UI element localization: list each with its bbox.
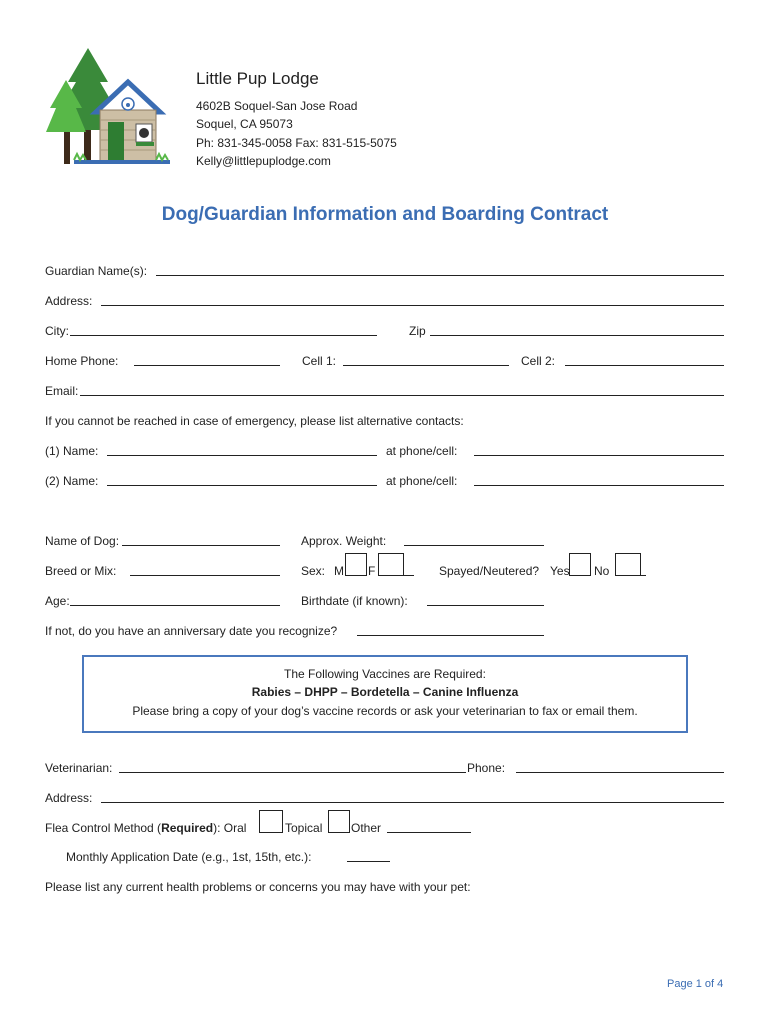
vet-field[interactable] [119, 772, 466, 773]
sex-f-label: F [368, 564, 376, 578]
home-phone-field[interactable] [134, 365, 280, 366]
breed-label: Breed or Mix: [45, 564, 117, 578]
spayed-yes-underline [569, 575, 591, 576]
org-address-line1: 4602B Soquel-San Jose Road [196, 99, 358, 113]
sex-f-checkbox[interactable] [378, 553, 404, 576]
spayed-yes-label: Yes [550, 564, 570, 578]
emergency-intro: If you cannot be reached in case of emergency, please list alternative contacts: [45, 414, 464, 428]
flea-oral-underline [259, 832, 282, 833]
vet-address-label: Address: [45, 791, 93, 805]
vaccine-notice-line1: The Following Vaccines are Required: [284, 667, 486, 681]
contact2-phone-label: at phone/cell: [386, 474, 458, 488]
org-address-line2: Soquel, CA 95073 [196, 117, 293, 131]
flea-required-text: Required [161, 821, 214, 835]
flea-label-post: ): Oral [213, 821, 247, 835]
home-phone-label: Home Phone: [45, 354, 119, 368]
flea-other-field[interactable] [387, 832, 471, 833]
city-field[interactable] [70, 335, 377, 336]
spayed-label: Spayed/Neutered? [439, 564, 540, 578]
birthdate-field[interactable] [427, 605, 544, 606]
flea-topical-underline [328, 832, 349, 833]
contact1-name-label: (1) Name: [45, 444, 99, 458]
flea-oral-checkbox[interactable] [259, 810, 283, 833]
anniversary-label: If not, do you have an anniversary date you recognize? [45, 624, 338, 638]
birthdate-label: Birthdate (if known): [301, 594, 408, 608]
org-phone-fax: Ph: 831-345-0058 Fax: 831-515-5075 [196, 136, 397, 150]
vaccine-notice-line2: Rabies – DHPP – Bordetella – Canine Influenza [251, 685, 519, 699]
cell2-label: Cell 2: [521, 354, 556, 368]
vet-label: Veterinarian: [45, 761, 113, 775]
lodge-logo-icon [44, 46, 184, 168]
flea-label-pre: Flea Control Method ( [45, 821, 162, 835]
contact1-phone-label: at phone/cell: [386, 444, 458, 458]
breed-field[interactable] [130, 575, 280, 576]
flea-topical-label: Topical [285, 821, 323, 835]
page-number: Page 1 of 4 [667, 978, 724, 990]
flea-topical-checkbox[interactable] [328, 810, 350, 833]
spayed-no-underline [615, 575, 646, 576]
contact2-name-label: (2) Name: [45, 474, 99, 488]
monthly-date-label: Monthly Application Date (e.g., 1st, 15th, etc.): [66, 850, 312, 864]
contact2-name-field[interactable] [107, 485, 377, 486]
cell1-field[interactable] [343, 365, 509, 366]
spayed-no-label: No [594, 564, 610, 578]
age-label: Age: [45, 594, 70, 608]
vet-phone-field[interactable] [516, 772, 724, 773]
weight-label: Approx. Weight: [301, 534, 387, 548]
sex-f-underline [378, 575, 414, 576]
guardian-address-label: Address: [45, 294, 93, 308]
vet-address-field[interactable] [101, 802, 724, 803]
spayed-no-checkbox[interactable] [615, 553, 641, 576]
vaccine-notice-line3: Please bring a copy of your dog’s vaccine records or ask your veterinarian to fax or email them. [132, 704, 638, 718]
email-label: Email: [45, 384, 79, 398]
vet-phone-label: Phone: [467, 761, 506, 775]
flea-other-label: Other [351, 821, 382, 835]
org-email: Kelly@littlepuplodge.com [196, 154, 331, 168]
city-label: City: [45, 324, 69, 338]
cell1-label: Cell 1: [302, 354, 337, 368]
spayed-yes-checkbox[interactable] [569, 553, 591, 576]
monthly-date-field[interactable] [347, 861, 390, 862]
contact2-phone-field[interactable] [474, 485, 724, 486]
zip-field[interactable] [430, 335, 724, 336]
dog-name-field[interactable] [122, 545, 280, 546]
health-concerns-label: Please list any current health problems or concerns you may have with your pet: [45, 880, 471, 894]
flea-control-label [45, 821, 246, 835]
vaccine-notice-box [82, 655, 688, 733]
zip-label: Zip [409, 324, 426, 338]
sex-m-label: M [334, 564, 344, 578]
sex-m-checkbox[interactable] [345, 553, 367, 576]
contact1-phone-field[interactable] [474, 455, 724, 456]
email-field[interactable] [80, 395, 724, 396]
guardian-name-label: Guardian Name(s): [45, 264, 148, 278]
anniversary-field[interactable] [357, 635, 544, 636]
guardian-name-field[interactable] [156, 275, 724, 276]
org-name: Little Pup Lodge [196, 69, 319, 88]
sex-m-underline [345, 575, 367, 576]
contact1-name-field[interactable] [107, 455, 377, 456]
weight-field[interactable] [404, 545, 544, 546]
sex-label: Sex: [301, 564, 326, 578]
cell2-field[interactable] [565, 365, 724, 366]
dog-name-label: Name of Dog: [45, 534, 120, 548]
guardian-address-field[interactable] [101, 305, 724, 306]
page-title: Dog/Guardian Information and Boarding Contract [161, 204, 609, 225]
age-field[interactable] [70, 605, 280, 606]
